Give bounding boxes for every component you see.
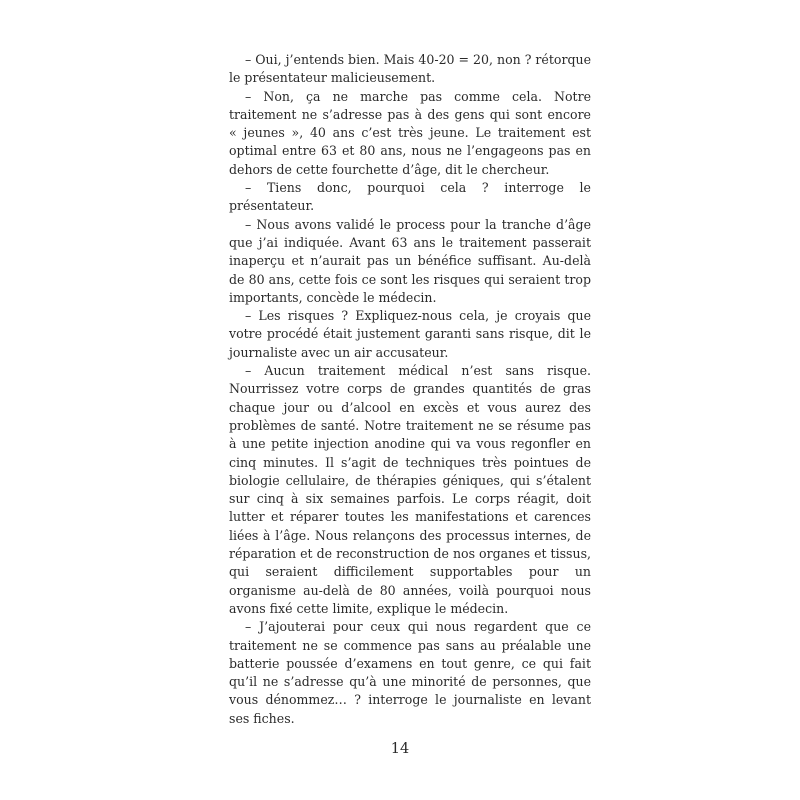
paragraph-6: – Aucun traitement médical n’est sans risque. Nourrissez votre corps de grandes quantités de gras chaque jour ou d’alcool en excès et vous aurez des problèmes de santé. Notre traitement ne se résume pas à une petite injection anodine qui va vous regonfler en cinq minutes. Il s’agit de techniques très pointues de biologie cellulaire, de thérapies géniques, qui s’étalent sur cinq à six semaines parfois. Le corps réagit, doit lutter et réparer toutes les manifestations et carences liées à l’âge. Nous relançons des processus internes, de réparation et de reconstruction de nos organes et tissus, qui seraient difficilement supportables pour un organisme au-delà de 80 années, voilà pourquoi nous avons fixé cette limite, explique le médecin. — [229, 363, 591, 616]
paragraph-5: – Les risques ? Expliquez-nous cela, je croyais que votre procédé était justement garanti sans risque, dit le journaliste avec un air accusateur. — [229, 308, 591, 360]
page-number: 14 — [390, 741, 410, 757]
paragraph-1: – Oui, j’entends bien. Mais 40-20 = 20, non ? rétorque le présentateur malicieusement. — [229, 52, 591, 86]
paragraph-3: – Tiens donc, pourquoi cela ? interroge le présentateur. — [229, 180, 591, 214]
paragraph-4: – Nous avons validé le process pour la tranche d’âge que j’ai indiquée. Avant 63 ans le traitement passerait inaperçu et n’aurait pas un bénéfice suffisant. Au-delà de 80 ans, cette fois ce sont les risques qui seraient trop importants, concède le médecin. — [229, 216, 591, 305]
paragraph-2: – Non, ça ne marche pas comme cela. Notre traitement ne s’adresse pas à des gens qui sont encore « jeunes », 40 ans c’est très jeune. Le traitement est optimal entre 63 et 80 ans, nous ne l’engageons pas en dehors de cette fourchette d’âge, dit le chercheur. — [229, 88, 591, 177]
paragraph-7: – J’ajouterai pour ceux qui nous regardent que ce traitement ne se commence pas sans au préalable une batterie poussée d’examens en tout genre, ce qui fait qu’il ne s’adresse qu’à une minorité de personnes, que vous dénommez… ? interroge le journaliste en levant ses fiches. — [229, 619, 591, 726]
body-text — [229, 51, 591, 728]
